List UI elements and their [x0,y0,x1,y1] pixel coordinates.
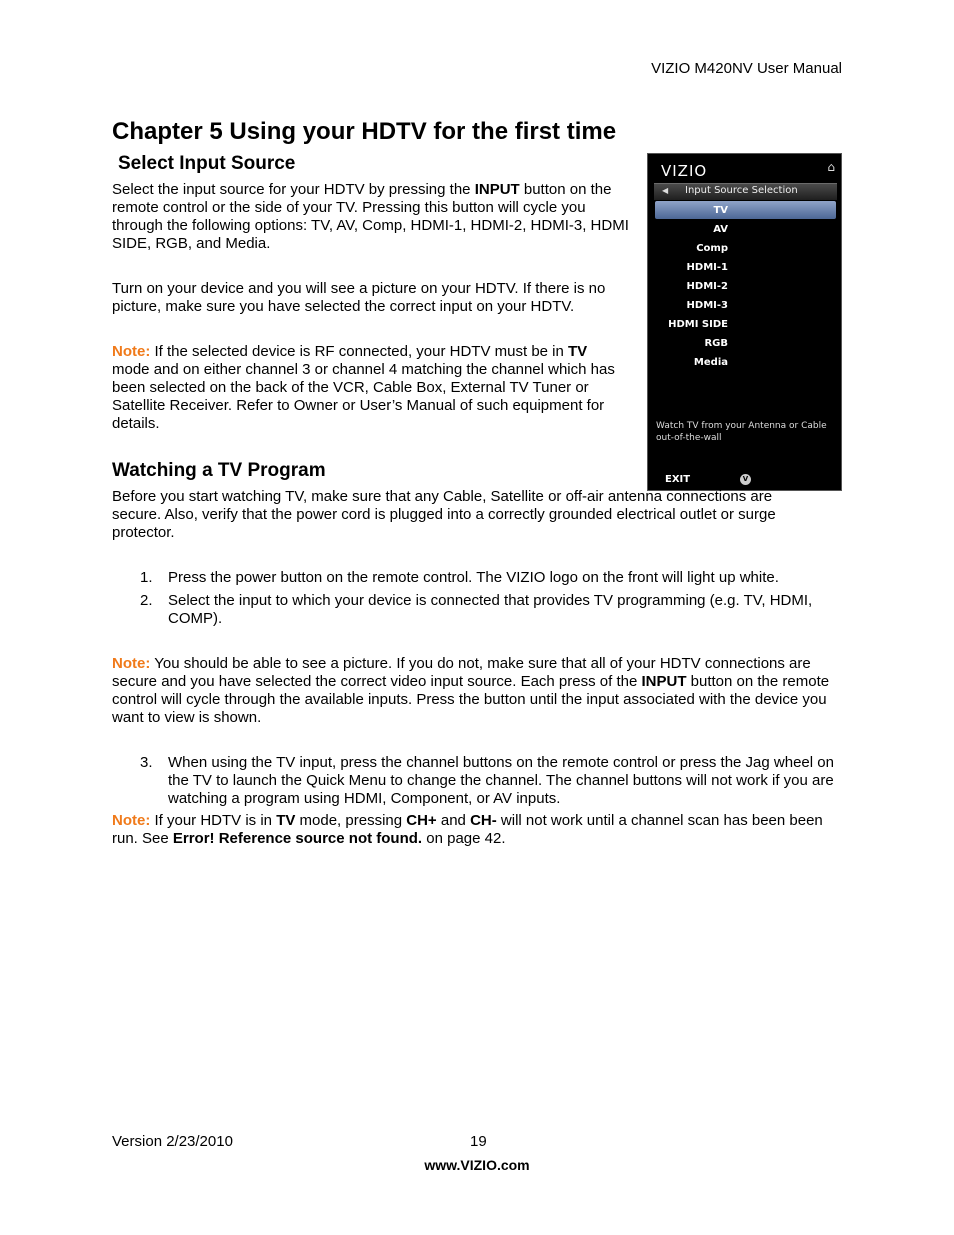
vizio-logo: VIZIO [661,162,708,180]
menu-exit-label: EXIT [665,474,691,485]
section-heading-select-input: Select Input Source [118,153,296,174]
list-item-number: 1. [140,569,153,586]
menu-item-hdmi-1: HDMI-1 [686,262,728,273]
menu-item-hdmi-side: HDMI SIDE [668,319,728,330]
menu-item-hdmi-2: HDMI-2 [686,281,728,292]
list-item-text: Press the power button on the remote control. The VIZIO logo on the front will light up white. [168,569,779,586]
input-note: Note: You should be able to see a picture. If you do not, make sure that all of your HDTV connections are secure and you have selected the correct video input source. Each press of the INPUT button on the remote control will cycle through the available inputs. Press the button until the input associated with the device you want to view is shown. [112,655,830,726]
list-item-text: When using the TV input, press the channel buttons on the remote control or press the Jag wheel on the TV to launch the Quick Menu to change the channel. The channel buttons will not work if you are watching a program using HDMI, Component, or AV inputs. [168,754,834,807]
list-item-text: Select the input to which your device is connected that provides TV programming (e.g. TV, HDMI, COMP). [168,592,813,627]
menu-item-av: AV [713,224,728,235]
menu-item-rgb: RGB [704,338,728,349]
chapter-title: Chapter 5 Using your HDTV for the first time [112,118,617,145]
list-item [112,592,842,628]
rf-note: Note: If the selected device is RF connected, your HDTV must be in TV mode and on either channel 3 or channel 4 matching the channel which has been selected on the back of the VCR, Cable Box, External TV Tuner or Satellite Receiver. Refer to Owner or User’s Manual of such equipment for details. [112,343,615,432]
home-icon: ⌂ [827,160,835,174]
page-number: 19 [470,1133,487,1150]
section-heading-watching-tv: Watching a TV Program [112,460,326,481]
version-label: Version 2/23/2010 [112,1133,233,1150]
list-item [112,754,842,808]
select-input-paragraph: Select the input source for your HDTV by pressing the INPUT button on the remote control or the side of your TV. Pressing this button will cycle you through the following options: TV, AV, Comp, HDMI-1, HDMI-2, HDMI-3, HDMI SIDE, RGB, and Media. [112,181,629,252]
manual-title: VIZIO M420NV User Manual [651,60,842,77]
menu-item-comp: Comp [696,243,728,254]
v-button-icon: V [740,474,751,485]
menu-title: Input Source Selection [685,185,798,196]
error-reference-link: Error! Reference source not found. [172,830,423,847]
footer-url: www.VIZIO.com [424,1157,530,1173]
list-item [112,569,842,587]
menu-description: Watch TV from your Antenna or Cable out-of-the-wall [656,421,827,443]
menu-item-tv: TV [713,205,728,216]
list-item-number: 2. [140,592,153,609]
left-arrow-icon: ◀ [662,186,669,195]
input-source-menu-screenshot [647,153,842,491]
watching-intro-paragraph: Before you start watching TV, make sure that any Cable, Satellite or off-air antenna connections are secure. Also, verify that the power cord is plugged into a correctly grounded electrical outlet or surge protector. [112,488,776,541]
list-item-number: 3. [140,754,153,771]
channel-scan-note: Note: If your HDTV is in TV mode, pressing CH+ and CH- will not work until a channel scan has been been run. See Error! Reference source not found. on page 42. [112,812,823,847]
turn-on-paragraph: Turn on your device and you will see a picture on your HDTV. If there is no picture, make sure you have selected the correct input on your HDTV. [112,280,606,315]
menu-item-hdmi-3: HDMI-3 [686,300,728,311]
menu-item-media: Media [693,357,728,368]
